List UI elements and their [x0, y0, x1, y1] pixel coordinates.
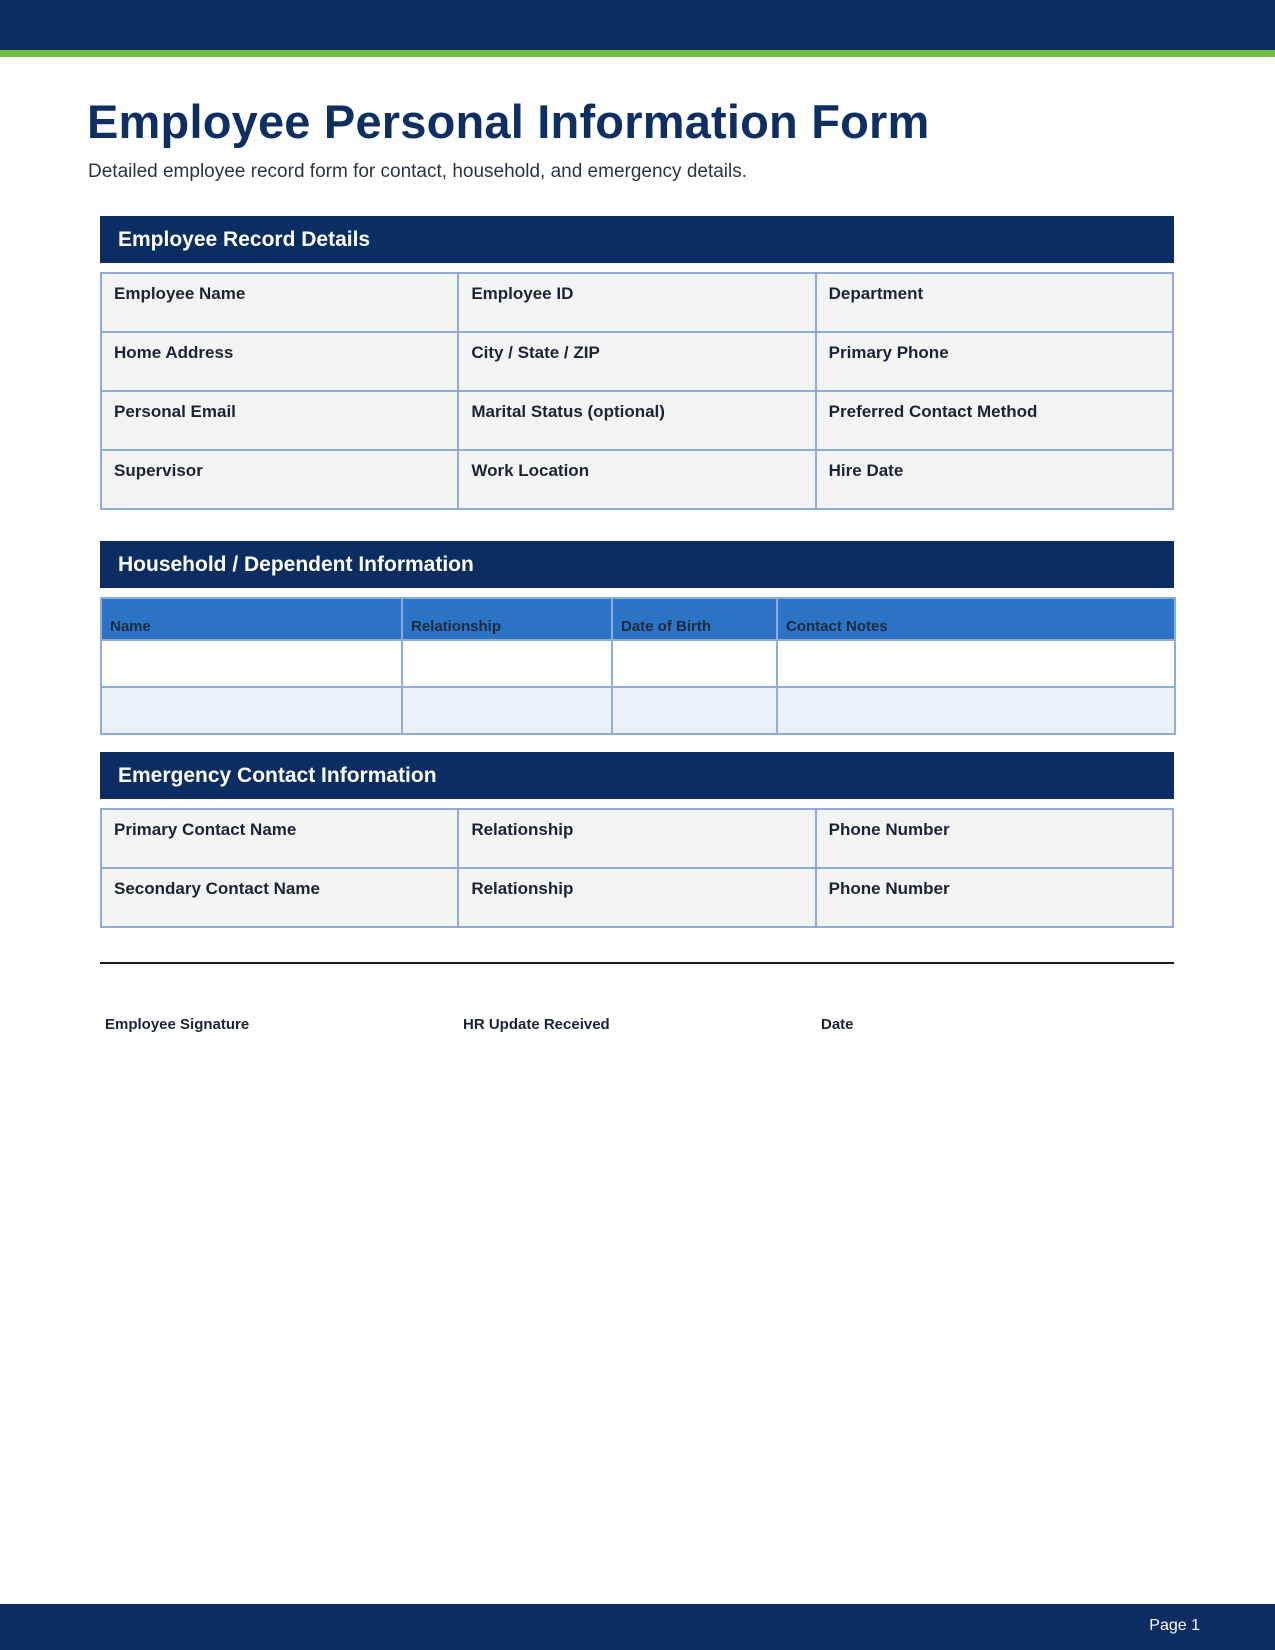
field-hire-date[interactable]: Hire Date — [816, 450, 1173, 509]
emergency-row — [101, 868, 1173, 927]
emergency-row — [101, 809, 1173, 868]
record-row — [101, 450, 1173, 509]
signature-rule — [100, 962, 1174, 964]
record-row — [101, 273, 1173, 332]
field-personal-email[interactable]: Personal Email — [101, 391, 458, 450]
page-subtitle: Detailed employee record form for contact, household, and emergency details. — [88, 161, 748, 182]
field-primary-phone[interactable]: Primary Phone — [816, 332, 1173, 391]
field-department[interactable]: Department — [816, 273, 1173, 332]
section-header-household: Household / Dependent Information — [100, 541, 1174, 588]
field-employee-name[interactable]: Employee Name — [101, 273, 458, 332]
field-work-location[interactable]: Work Location — [458, 450, 815, 509]
table-row — [101, 687, 1175, 734]
field-primary-relationship[interactable]: Relationship — [458, 809, 815, 868]
footer-banner — [0, 1604, 1275, 1650]
dependent-dob-cell[interactable] — [612, 640, 777, 687]
field-preferred-contact-method[interactable]: Preferred Contact Method — [816, 391, 1173, 450]
dependent-dob-cell[interactable] — [612, 687, 777, 734]
page-number: Page 1 — [1149, 1617, 1200, 1634]
column-header-contact-notes: Contact Notes — [777, 598, 1175, 640]
field-city-state-zip[interactable]: City / State / ZIP — [458, 332, 815, 391]
record-row — [101, 391, 1173, 450]
top-banner — [0, 0, 1275, 50]
dependents-table — [100, 597, 1176, 735]
column-header-relationship: Relationship — [402, 598, 612, 640]
record-row — [101, 332, 1173, 391]
dependent-notes-cell[interactable] — [777, 687, 1175, 734]
dependent-notes-cell[interactable] — [777, 640, 1175, 687]
field-primary-phone-number[interactable]: Phone Number — [816, 809, 1173, 868]
page-title: Employee Personal Information Form — [87, 95, 930, 148]
emergency-contact-grid — [100, 808, 1174, 928]
field-marital-status[interactable]: Marital Status (optional) — [458, 391, 815, 450]
table-row — [101, 640, 1175, 687]
column-header-date-of-birth: Date of Birth — [612, 598, 777, 640]
record-details-grid — [100, 272, 1174, 510]
section-header-emergency: Emergency Contact Information — [100, 752, 1174, 799]
field-primary-contact-name[interactable]: Primary Contact Name — [101, 809, 458, 868]
employee-signature-label[interactable]: Employee Signature — [105, 1016, 250, 1033]
signature-date-label[interactable]: Date — [821, 1016, 854, 1033]
field-secondary-relationship[interactable]: Relationship — [458, 868, 815, 927]
field-supervisor[interactable]: Supervisor — [101, 450, 458, 509]
hr-update-received-label[interactable]: HR Update Received — [463, 1016, 610, 1033]
section-header-record: Employee Record Details — [100, 216, 1174, 263]
dependents-header-row — [101, 598, 1175, 640]
top-accent-stripe — [0, 50, 1275, 57]
field-employee-id[interactable]: Employee ID — [458, 273, 815, 332]
dependent-name-cell[interactable] — [101, 687, 402, 734]
dependent-name-cell[interactable] — [101, 640, 402, 687]
field-home-address[interactable]: Home Address — [101, 332, 458, 391]
column-header-name: Name — [101, 598, 402, 640]
field-secondary-phone-number[interactable]: Phone Number — [816, 868, 1173, 927]
dependent-relationship-cell[interactable] — [402, 640, 612, 687]
dependent-relationship-cell[interactable] — [402, 687, 612, 734]
field-secondary-contact-name[interactable]: Secondary Contact Name — [101, 868, 458, 927]
